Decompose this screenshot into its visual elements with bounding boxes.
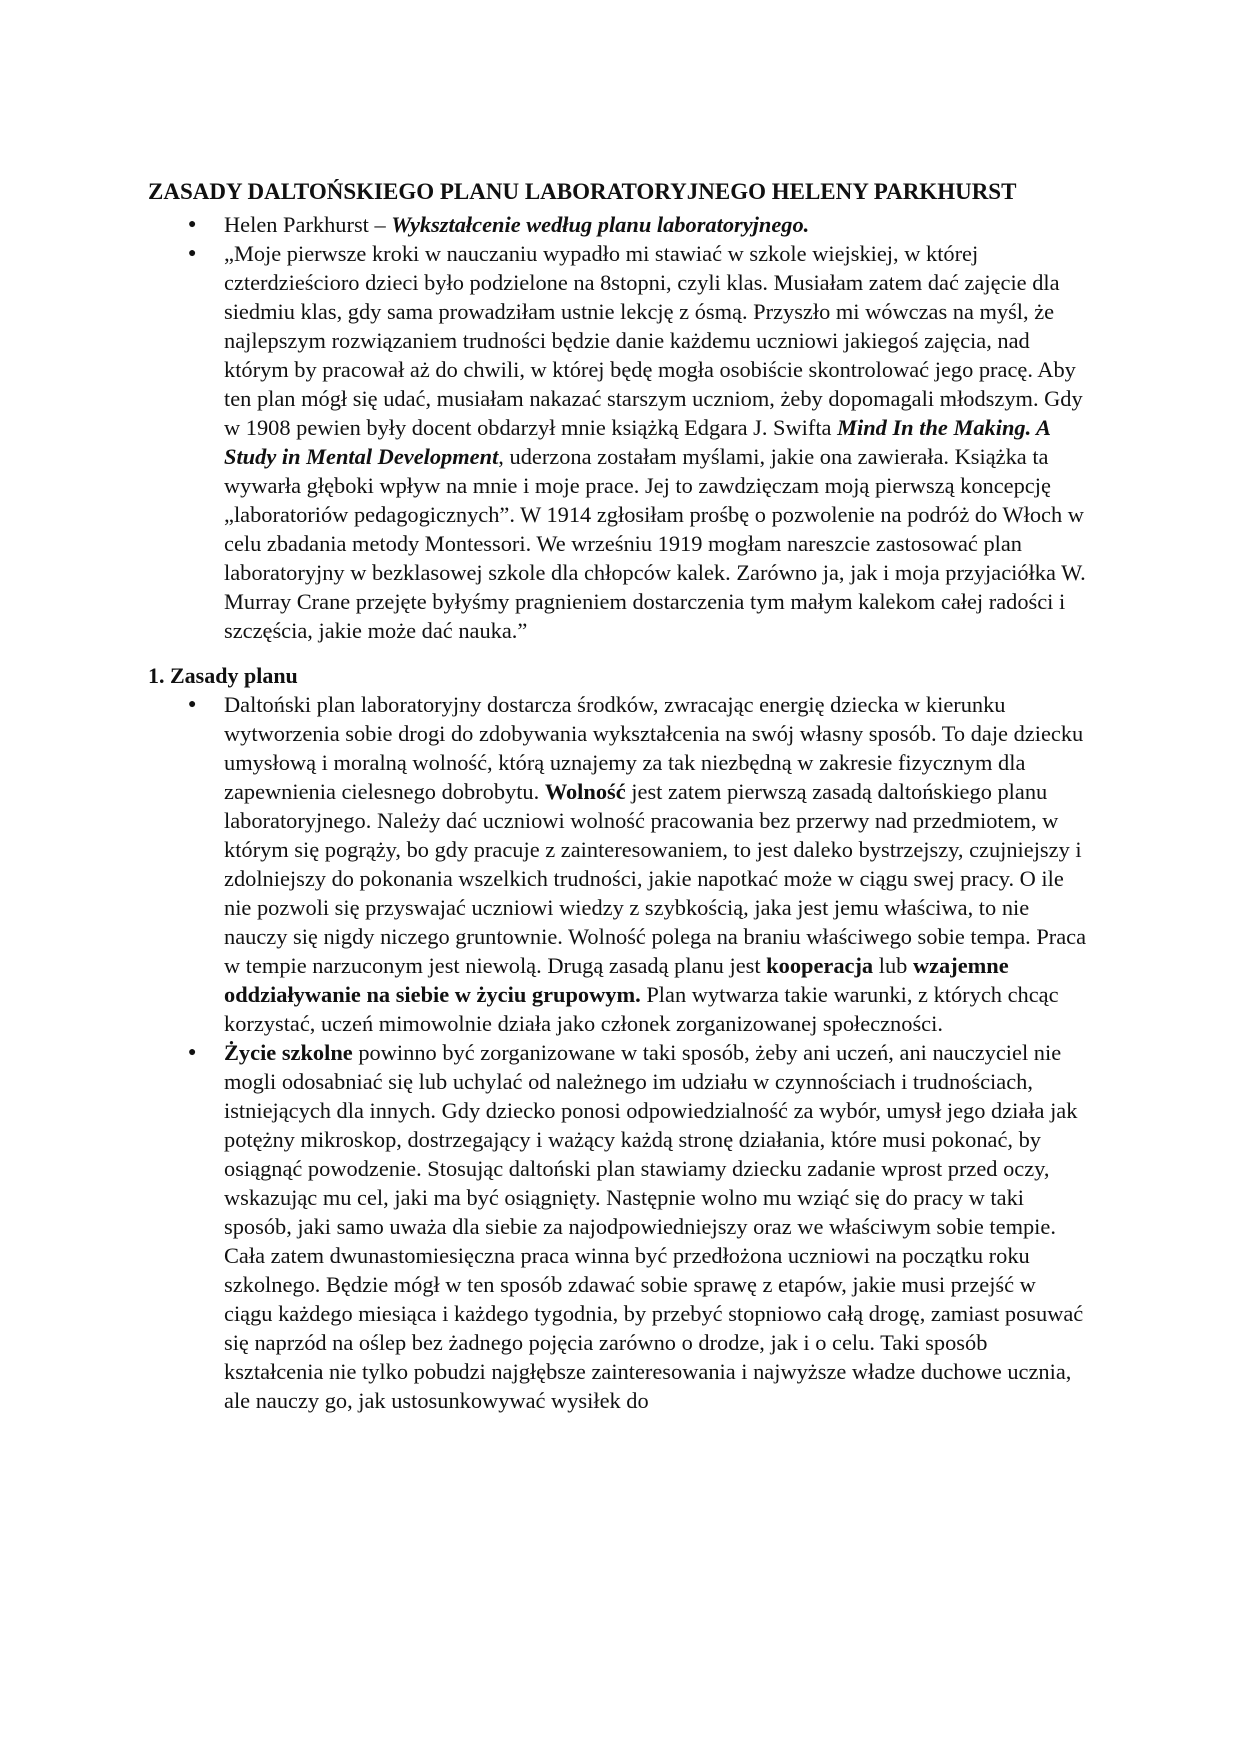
document-title: ZASADY DALTOŃSKIEGO PLANU LABORATORYJNEGO HELENY PARKHURST (148, 179, 1017, 204)
section-list (148, 690, 1088, 1415)
freedom-text-part-3: lub (873, 953, 913, 978)
group-interaction-keyword: wzajemne oddziaływanie na siebie w życiu grupowym. (224, 953, 1009, 1007)
quote-text-part-1: „Moje pierwsze kroki w nauczaniu wypadło mi stawiać w szkole wiejskiej, w której czterdzieścioro dzieci było podzielone na 8stopni, czyli klas. Musiałam zatem dać zajęcie dla siedmiu klas, gdy sama prowadziłam ustnie lekcję z ósmą. Przyszło mi wówczas na myśl, że najlepszym rozwiązaniem trudności będzie danie każdemu uczniowi jakiegoś zajęcia, nad którym by pracował aż do chwili, w której będę mogła osobiście skontrolować jego pracę. Aby ten plan mógł się udać, musiałam nakazać starszym uczniom, żeby dopomagali młodszym. Gdy w 1908 pewien były docent obdarzył mnie książką Edgara J. Swifta (224, 241, 1083, 440)
school-life-text: powinno być zorganizowane w taki sposób, żeby ani uczeń, ani nauczyciel nie mogli odosabniać się lub uchylać od należnego im udziału w czynnościach i trudnościach, istniejących dla innych. Gdy dziecko ponosi odpowiedzialność za wybór, umysł jego działa jak potężny mikroskop, dostrzegający i ważący każdą stronę działania, które musi pokonać, by osiągnąć powodzenie. Stosując daltoński plan stawiamy dziecku zadanie wprost przed oczy, wskazując mu cel, jaki ma być osiągnięty. Następnie wolno mu wziąć się do pracy w taki sposób, jaki samo uważa dla siebie za najodpowiedniejszy oraz we właściwym sobie tempie. Cała zatem dwunastomiesięczna praca winna być przedłożona uczniowi na początku roku szkolnego. Będzie mógł w ten sposób zdawać sobie sprawę z etapów, jakie musi przejść w ciągu każdego miesiąca i każdego tygodnia, by przebyć stopniowo całą drogę, zamiast posuwać się naprzód na oślep bez żadnego pojęcia zarówno o drodze, jak i o celu. Taki sposób kształcenia nie tylko pobudzi najgłębsze zainteresowania i najwyższe władze duchowe ucznia, ale nauczy go, jak ustosunkowywać wysiłek do (224, 1040, 1084, 1413)
bullet-icon: ● (188, 246, 197, 261)
school-life-keyword: Życie szkolne (224, 1040, 353, 1065)
freedom-text-part-1: Daltoński plan laboratoryjny dostarcza środków, zwracając energię dziecka w kierunku wytworzenia sobie drogi do zdobywania wykształcenia na swój własny sposób. To daje dziecku umysłową i moralną wolność, którą uznajemy za tak niezbędną w zakresie fizycznym dla zapewnienia cielesnego dobrobytu. (224, 692, 1084, 804)
section-heading: 1. Zasady planu (148, 663, 298, 688)
cooperation-keyword: kooperacja (766, 953, 874, 978)
freedom-text-part-2: jest zatem pierwszą zasadą daltońskiego planu laboratoryjnego. Należy dać uczniowi wolność pracowania bez przerwy nad przedmiotem, w którym się pogrąży, bo gdy pracuje z zainteresowaniem, to jest daleko bystrzejszy, czujniejszy i zdolniejszy do pokonania wszelkich trudności, jakie napotkać może w ciągu swej pracy. O ile nie pozwoli się przyswajać uczniowi wiedzy z szybkością, jaka jest jemu właściwa, to nie nauczy się nigdy niczego gruntownie. Wolność polega na braniu właściwego sobie tempa. Praca w tempie narzuconym jest niewolą. Drugą zasadą planu jest (224, 779, 1087, 978)
intro-item-author (148, 210, 1088, 239)
bullet-icon: ● (188, 1045, 197, 1060)
intro-list (148, 210, 1088, 645)
quote-text-part-2: , uderzona zostałam myślami, jakie ona zawierała. Książka ta wywarła głęboki wpływ na mnie i moje prace. Jej to zawdzięczam moją pierwszą koncepcję „laboratoriów pedagogicznych”. W 1914 zgłosiłam prośbę o pozwolenie na podróż do Włoch w celu zbadania metody Montessori. We wrześniu 1919 mogłam nareszcie zastosować plan laboratoryjny w bezklasowej szkole dla chłopców kalek. Zarówno ja, jak i moja przyjaciółka W. Murray Crane przejęte byłyśmy pragnieniem dostarczenia tym małym kalekom całej radości i szczęścia, jakie może dać nauka.” (224, 444, 1086, 643)
bullet-icon: ● (188, 697, 197, 712)
section-item-school-life (148, 1038, 1088, 1415)
bullet-icon: ● (188, 217, 197, 232)
freedom-keyword: Wolność (544, 779, 626, 804)
intro-book-title: Wykształcenie według planu laboratoryjnego. (391, 212, 810, 237)
section-item-freedom (148, 690, 1088, 1038)
quote-book-title: Mind In the Making. A Study in Mental Development (224, 415, 1050, 469)
intro-item-quote (148, 239, 1088, 645)
intro-author-text: Helen Parkhurst – (224, 212, 392, 237)
document-page (148, 178, 1088, 1415)
freedom-text-part-4: Plan wytwarza takie warunki, z których chcąc korzystać, uczeń mimowolnie działa jako członek zorganizowanej społeczności. (224, 982, 1059, 1036)
